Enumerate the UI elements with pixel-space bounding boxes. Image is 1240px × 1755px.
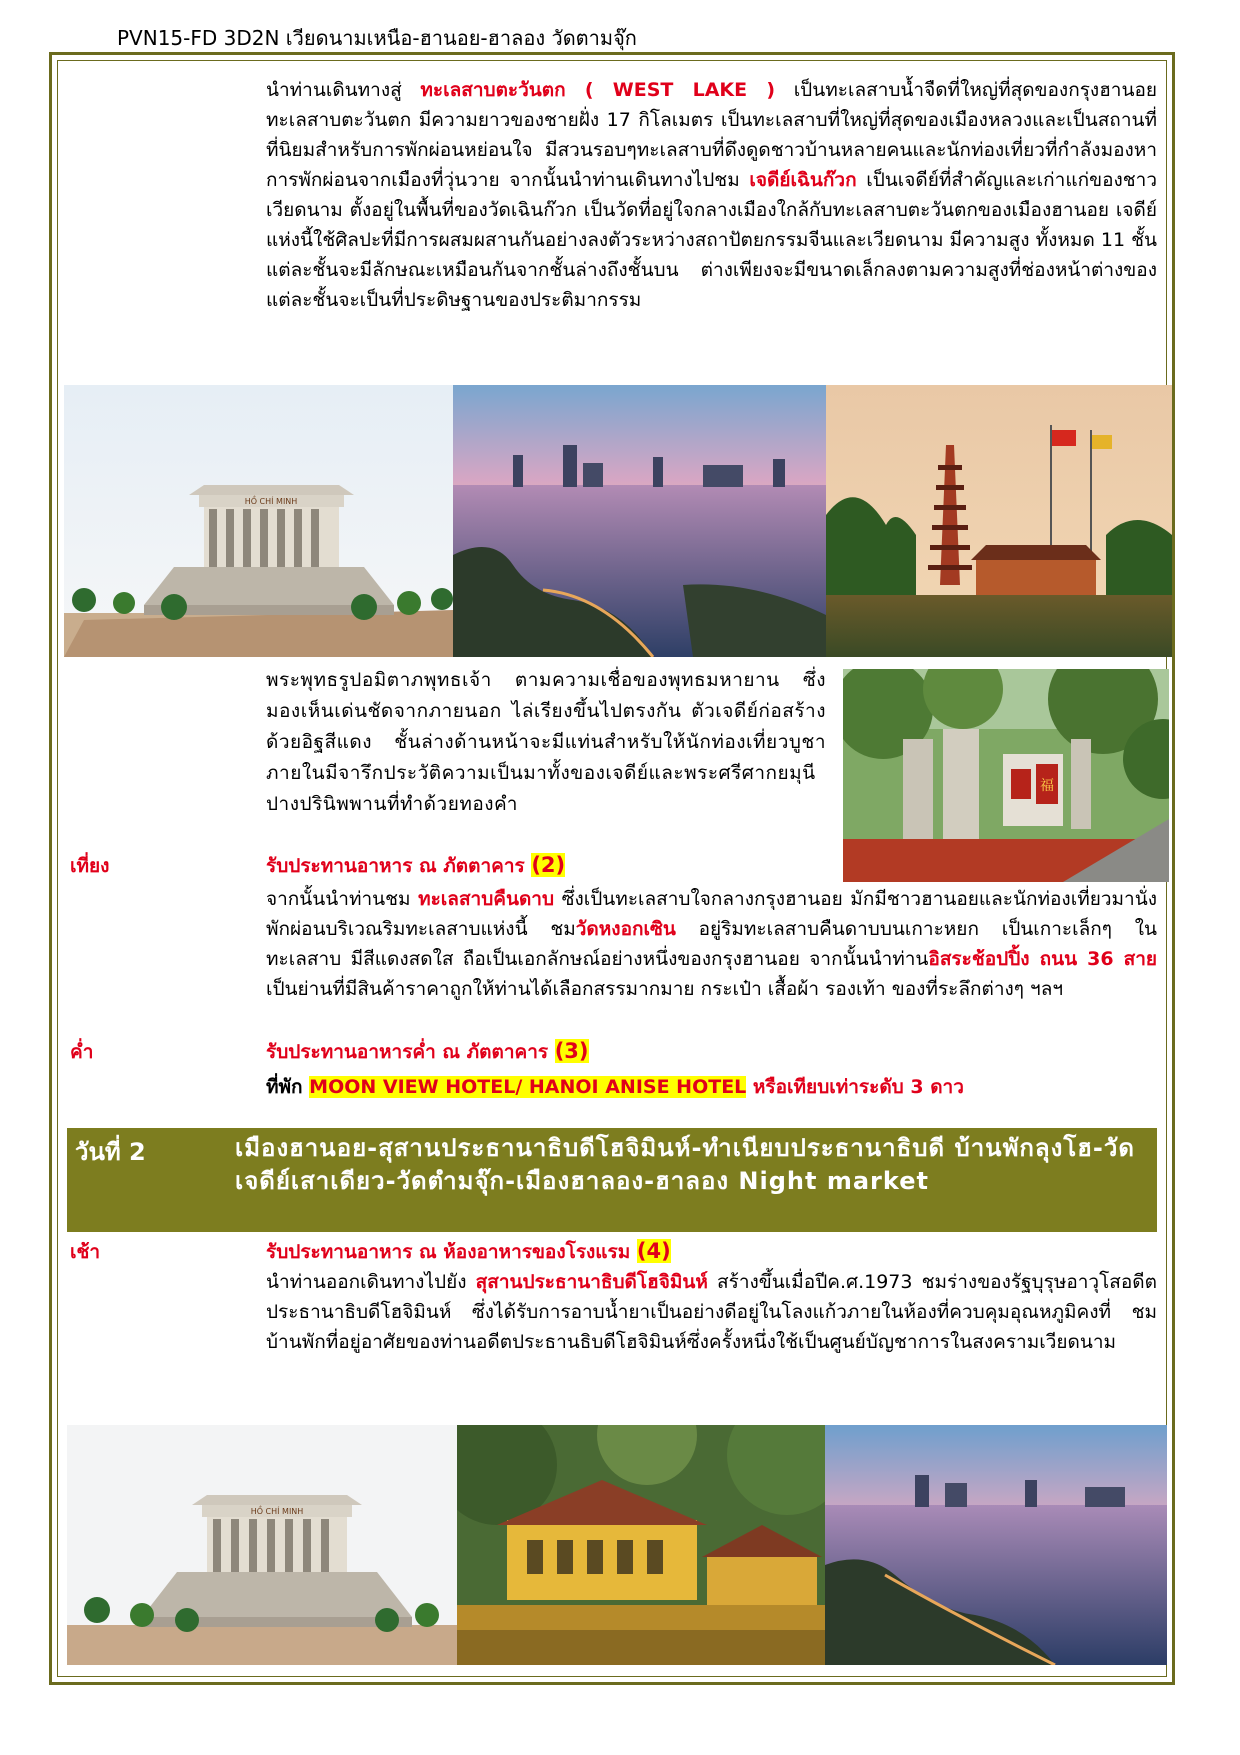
uncle-ho-stilt-house-photo [457,1425,825,1665]
hotel-rating: หรือเทียบเท่าระดับ 3 ดาว [746,1076,964,1098]
hotel-line [266,1072,964,1102]
page-header: PVN15-FD 3D2N เวียดนามเหนือ-ฮานอย-ฮาลอง วัดตามจุ๊ก [117,26,637,50]
meal-number: (3) [554,1039,589,1063]
meal-number: (2) [531,853,566,877]
pagoda-continued-paragraph: พระพุทธรูปอมิตาภพุทธเจ้า ตามความเชื่อของพุทธมหายาน ซึ่งมองเห็นเด่นชัดจากภายนอก ไล่เรียงขึ้นไปตรงกัน ตัวเจดีย์ก่อสร้างด้วยอิฐสีแดง ชั้นล่างด้านหน้าจะมีแท่นสำหรับให้นักท่องเที่ยวบูชา ภายในมีจารึกประวัติความเป็นมาทั้งของเจดีย์และพระศรีศากยมุนีปางปรินิพพานที่ทำด้วยทองคำ [266,669,826,815]
temple-sign: 福 [1040,778,1054,794]
hotel-label: ที่พัก [266,1076,310,1098]
hoan-kiem-paragraph: จากนั้นนำท่านชม ทะเลสาบคืนดาบ ซึ่งเป็นทะเลสาบใจกลางกรุงฮานอย มักมีชาวฮานอยและนักท่องเที่ยวมานั่งพักผ่อนบริเวณริมทะเลสาบแห่งนี้ ชมวัดหงอกเซิน อยู่ริมทะเลสาบคืนดาบบนเกาะหยก เป็นเกาะเล็กๆ ในทะเลสาบ มีสีแดงสดใส ถือเป็นเอกลักษณ์อย่างหนึ่งของกรุงฮานอย จากนั้นนำท่านอิสระช้อปปิ้ง ถนน 36 สาย เป็นย่านที่มีสินค้าราคาถูกให้ท่านได้เลือกสรรมากมาย กระเป๋า เสื้อผ้า รองเท้า ของที่ระลึกต่างๆ ฯลฯ [266,888,1157,1000]
mausoleum-name: สุสานประธานาธิบดีโฮจิมินห์ [475,1271,708,1293]
ho-chi-minh-mausoleum-photo-2 [67,1425,457,1665]
hotel-name: MOON VIEW HOTEL/ HANOI ANISE HOTEL [309,1076,747,1098]
day-title: เมืองฮานอย-สุสานประธานาธิบดีโฮจิมินห์-ทำเนียบประธานาธิบดี บ้านพักลุงโฮ-วัดเจดีย์เสาเดียว-วัดตำมจุ๊ก-เมืองฮาลอง-ฮาลอง Night market [235,1134,1135,1195]
lunch-text: รับประทานอาหาร ณ ภัตตาคาร (2) [266,853,566,877]
mausoleum-paragraph: นำท่านออกเดินทางไปยัง สุสานประธานาธิบดีโฮจิมินห์ สร้างขึ้นเมื่อปีค.ศ.1973 ชมร่างของรัฐบุรุษอาวุโสอดีตประธานาธิบดีโฮจิมินห์ ซึ่งได้รับการอาบน้ำยาเป็นอย่างดีอยู่ในโลงแก้วภายในห้องที่ควบคุมอุณหภูมิคงที่ ชมบ้านพักที่อยู่อาศัยของท่านอดีตประธานธิบดีโฮจิมินห์ซึ่งครั้งหนึ่งใช้เป็นศูนย์บัญชาการในสงครามเวียดนาม [266,1271,1157,1353]
day-number: วันที่ 2 [75,1138,146,1166]
dinner-text: รับประทานอาหารค่ำ ณ ภัตตาคาร (3) [266,1039,589,1063]
day-2-header [67,1128,1157,1232]
ngoc-son-temple-gate-photo [843,669,1169,882]
tran-quoc-pagoda-photo [826,385,1172,657]
mausoleum-sign: HỒ CHÍ MINH [250,1507,304,1516]
dinner-label: ค่ำ [70,1041,94,1063]
hoan-kiem-lake-name: ทะเลสาบคืนดาบ [418,888,555,910]
lunch-label: เที่ยง [70,855,110,877]
meal-number: (4) [636,1239,671,1263]
tran-quoc-pagoda-name: เจดีย์เฉินก๊วก [749,169,857,191]
shopping-36-streets: อิสระช้อปปิ้ง ถนน 36 สาย [928,948,1157,970]
mausoleum-sign: HỒ CHÍ MINH [244,497,298,506]
breakfast-text: รับประทานอาหาร ณ ห้องอาหารของโรงแรม (4) [266,1239,671,1263]
west-lake-paragraph: นำท่านเดินทางสู่ ทะเลสาบตะวันตก ( WEST LAKE ) เป็นทะเลสาบน้ำจืดที่ใหญ่ที่สุดของกรุงฮานอย ทะเลสาบตะวันตก มีความยาวของชายฝั่ง 17 กิโลเมตร เป็นทะเลสาบที่ใหญ่ที่สุดของเมืองหลวงและเป็นสถานที่ที่นิยมสำหรับการพักผ่อนหย่อนใจ มีสวนรอบๆทะเลสาบที่ดึงดูดชาวบ้านหลายคนและนักท่องเที่ยวที่กำลังมองหาการพักผ่อนจากเมืองที่วุ่นวาย จากนั้นนำท่านเดินทางไปชม เจดีย์เฉินก๊วก เป็นเจดีย์ที่สำคัญและเก่าแก่ของชาวเวียดนาม ตั้งอยู่ในพื้นที่ของวัดเฉินก๊วก เป็นวัดที่อยู่ใจกลางเมืองใกล้กับทะเลสาบตะวันตกของเมืองฮานอย เจดีย์แห่งนี้ใช้ศิลปะที่มีการผสมผสานกันอย่างลงตัวระหว่างสถาปัตยกรรมจีนและเวียดนาม มีความสูง ทั้งหมด 11 ชั้น แต่ละชั้นจะมีลักษณะเหมือนกันจากชั้นล่างถึงชั้นบน ต่างเพียงจะมีขนาดเล็กลงตามความสูงที่ช่องหน้าต่างของแต่ละชั้นจะเป็นที่ประดิษฐานของประติมากรรม [266,79,1157,311]
ngoc-son-temple-name: วัดหงอกเซิน [575,918,676,940]
west-lake-name: ทะเลสาบตะวันตก ( WEST LAKE ) [420,79,776,101]
west-lake-photo-2 [825,1425,1167,1665]
west-lake-photo [453,385,826,657]
ho-chi-minh-mausoleum-photo [64,385,453,657]
breakfast-label: เช้า [70,1241,101,1263]
